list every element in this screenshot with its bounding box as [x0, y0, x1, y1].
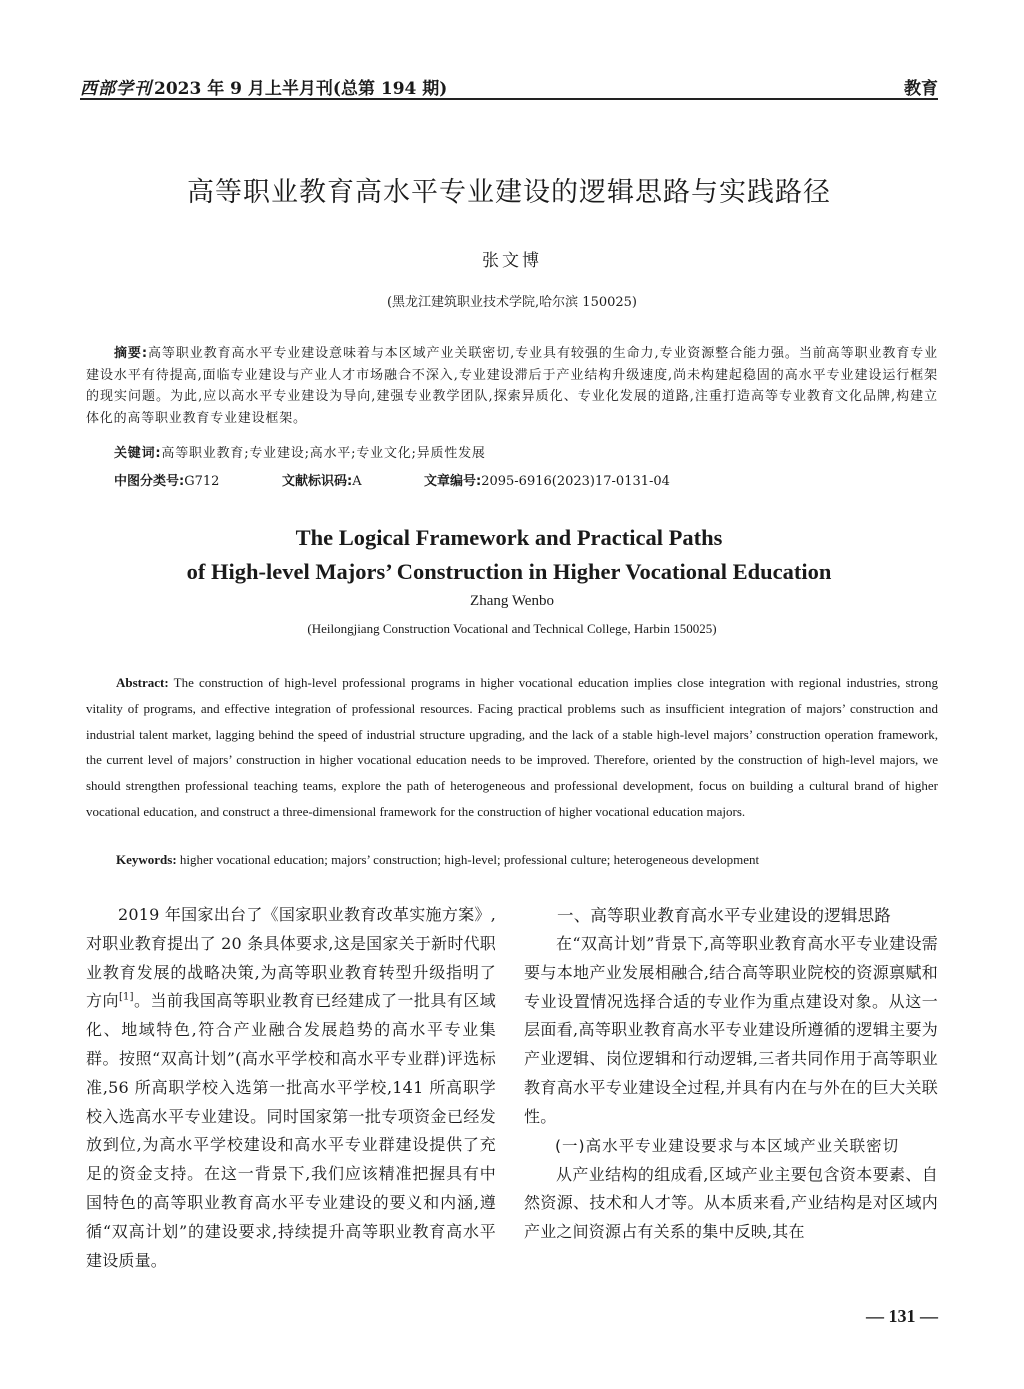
- english-keywords-label: Keywords:: [116, 852, 177, 867]
- running-header: [80, 70, 938, 100]
- page-number-value: 131: [888, 1306, 916, 1326]
- reference-mark: [1]: [118, 992, 134, 1004]
- section-1-paragraph: 在“双高计划”背景下,高等职业教育高水平专业建设需要与本地产业发展相融合,结合高等职业院校的资源禀赋和专业设置情况选择合适的专业作为重点建设对象。从这一层面看,高等职业教育高水平专业建设所遵循的逻辑主要为产业逻辑、岗位逻辑和行动逻辑,三者共同作用于高等职业教育高水平专业建设全过程,并具有内在与外在的巨大关联性。: [524, 934, 938, 1126]
- english-author: Zhang Wenbo: [470, 593, 554, 609]
- article-number-label: 文章编号:: [424, 474, 482, 489]
- chinese-affiliation: (黑龙江建筑职业技术学院,哈尔滨 150025): [386, 295, 638, 310]
- intro-text-part-1: 2019 年国家出台了《国家职业教育改革实施方案》,对职业教育提出了 20 条具体要求,这是国家关于新时代职业教育发展的战略决策,为高等职业教育转型升级指明了方向: [86, 905, 496, 1011]
- section-name: 教育: [904, 79, 938, 99]
- english-title-line-2: of High-level Majors’ Construction in Higher Vocational Education: [186, 559, 832, 584]
- page-number: — 131 —: [866, 1306, 938, 1326]
- english-abstract-label: Abstract:: [116, 675, 169, 690]
- clc-label: 中图分类号:: [114, 474, 185, 489]
- chinese-keywords-text: 高等职业教育;专业建设;高水平;专业文化;异质性发展: [161, 446, 486, 461]
- journal-name: 西部学刊: [80, 79, 152, 99]
- chinese-abstract: [86, 343, 938, 429]
- body-column-left: [86, 901, 496, 1275]
- english-abstract-text: The construction of high-level professional programs in higher vocational education implies close integration with regional industries, strong vitality of programs, and effective integration of professional resources. Facing practical problems such as insufficient integration of majors’ construction and industrial talent market, lagging behind the speed of industrial structure upgrading, and the lack of a stable high-level majors’ construction operation framework, the current level of majors’ construction in higher vocational education needs to be improved. Therefore, oriented by the construction of high-level majors, we should strengthen professional teaching teams, explore the path of heterogeneous and professional development, focus on building a cultural brand of higher vocational education, and construct a three-dimensional framework for the construction of higher vocational education majors.: [86, 675, 938, 819]
- running-header-left: [80, 74, 447, 99]
- doc-code-value: A: [352, 474, 362, 489]
- section-1-heading: 一、高等职业教育高水平专业建设的逻辑思路: [557, 906, 891, 925]
- subsection-1-paragraph: 从产业结构的组成看,区域产业主要包含资本要素、自然资源、技术和人才等。从本质来看,产业结构是对区域内产业之间资源占有关系的集中反映,其在: [524, 1164, 938, 1242]
- english-affiliation: (Heilongjiang Construction Vocational and Technical College, Harbin 150025): [307, 621, 717, 636]
- chinese-abstract-label: 摘要:: [114, 346, 148, 361]
- doc-code-label: 文献标识码:: [282, 474, 353, 489]
- subsection-1-heading: (一)高水平专业建设要求与本区域产业关联密切: [555, 1136, 900, 1155]
- english-keywords: [116, 852, 938, 868]
- chinese-keywords: [114, 442, 938, 461]
- intro-paragraph: [86, 901, 496, 1275]
- english-title: [80, 521, 938, 589]
- chinese-title: 高等职业教育高水平专业建设的逻辑思路与实践路径: [187, 177, 831, 208]
- clc-value: G712: [184, 474, 220, 489]
- article-number-value: 2095-6916(2023)17-0131-04: [481, 474, 670, 489]
- chinese-abstract-text: 高等职业教育高水平专业建设意味着与本区域产业关联密切,专业具有较强的生命力,专业资源整合能力强。当前高等职业教育专业建设水平有待提高,面临专业建设与产业人才市场融合不深入,专业建设滞后于产业结构升级速度,尚未构建起稳固的高水平专业建设运行框架的现实问题。为此,应以高水平专业建设为导向,建强专业教学团队,探索异质化、专业化发展的道路,注重打造高等专业教育文化品牌,构建立体化的高等职业教育专业建设框架。: [86, 346, 938, 426]
- chinese-author: 张文博: [482, 251, 542, 271]
- classification-line: [114, 470, 938, 489]
- english-keywords-text: higher vocational education; majors’ construction; high-level; professional culture; heterogeneous development: [179, 852, 760, 867]
- header-rule: [80, 98, 938, 100]
- english-abstract: [86, 670, 938, 825]
- body-column-right: [524, 901, 938, 1247]
- chinese-keywords-label: 关键词:: [114, 446, 162, 461]
- issue-info: 2023 年 9 月上半月刊(总第 194 期): [154, 79, 448, 99]
- english-title-line-1: The Logical Framework and Practical Paths: [295, 525, 723, 550]
- intro-text-part-2: 。当前我国高等职业教育已经建成了一批具有区域化、地域特色,符合产业融合发展趋势的高水平专业集群。按照“双高计划”(高水平学校和高水平专业群)评选标准,56 所高职学校入选第一批高水平学校,141 所高职学校入选高水平专业建设。同时国家第一批专项资金已经发放到位,为高水平学校建设和高水平专业群建设提供了充足的资金支持。在这一背景下,我们应该精准把握具有中国特色的高等职业教育高水平专业建设的要义和内涵,遵循“双高计划”的建设要求,持续提升高等职业教育高水平建设质量。: [86, 991, 496, 1270]
